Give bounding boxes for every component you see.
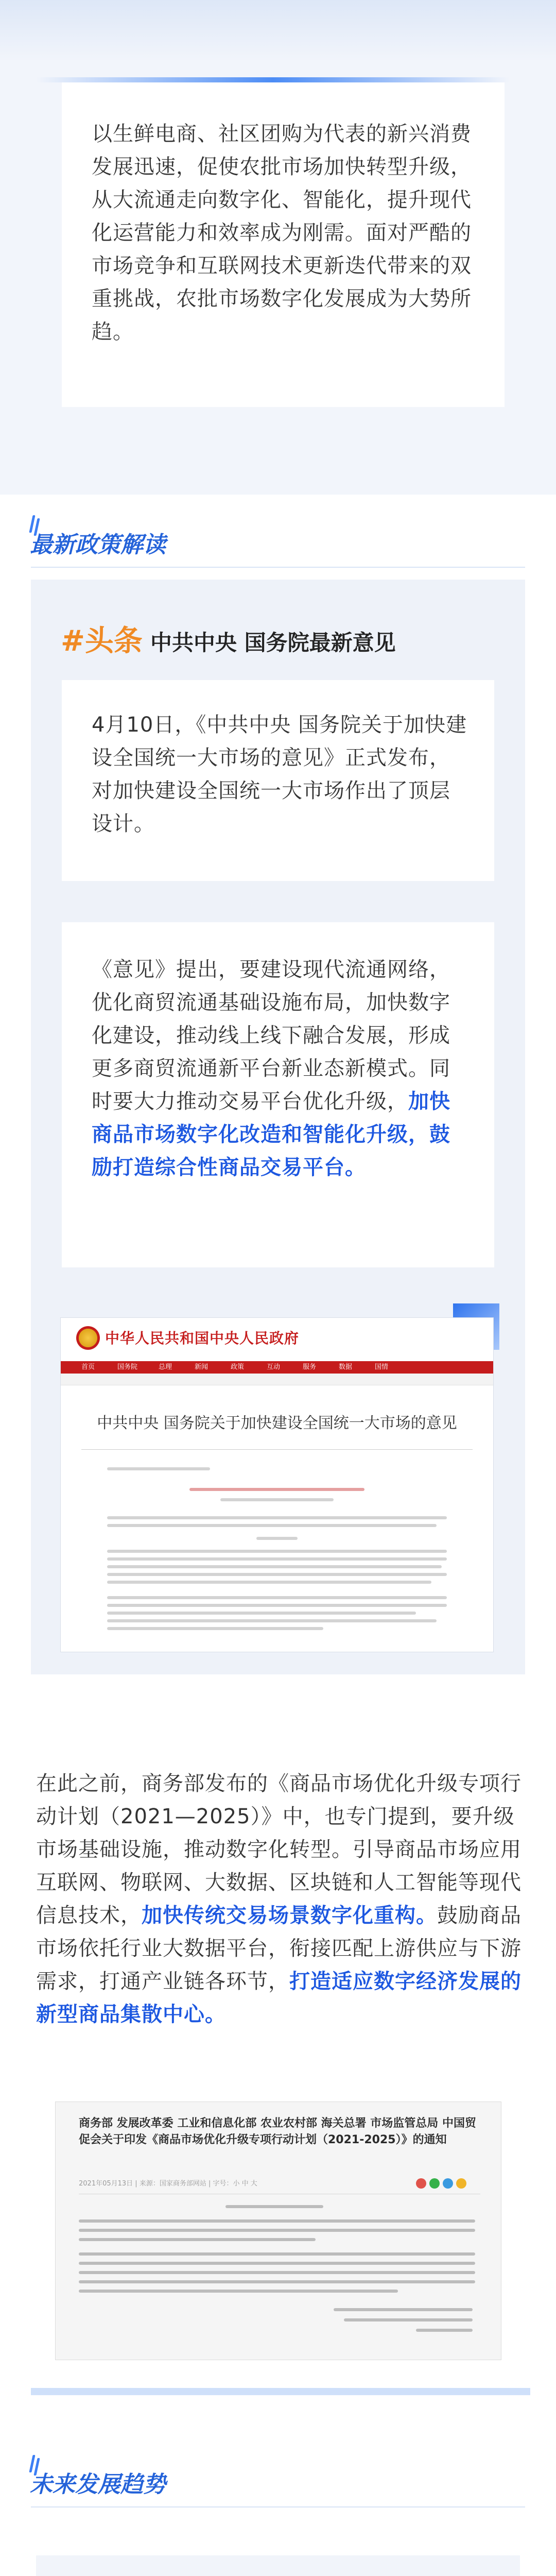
doc-text-line <box>225 2205 323 2208</box>
doc-text-line <box>107 1524 437 1527</box>
policy-card-2-text <box>92 953 467 1184</box>
action-plan-text-2: 鼓励商品市场依托行业大数据平台，衔接匹配上游供应与下游需求，打通产业链各环节， <box>36 1904 522 1993</box>
action-plan-text-1: 在此之前，商务部发布的《商品市场优化升级专项行动计划（2021—2025）》中，也专门提到，要升级市场基础设施，推动数字化转型。引导商品市场应用互联网、物联网、大数据、区块链和人工智能等现代信息技术， <box>36 1772 522 1927</box>
intro-top-gradient <box>0 0 556 62</box>
doc-text-line <box>107 1596 447 1599</box>
section-title-future: 未来发展趋势 <box>30 2471 166 2498</box>
notice-meta: 2021年05月13日 | 来源：国家商务部网站 | 字号：小 中 大 <box>79 2180 257 2188</box>
doc-text-line <box>79 2280 475 2283</box>
mofcom-notice-screenshot <box>56 2102 501 2360</box>
doc-text-line <box>416 2329 473 2332</box>
doc-text-line <box>107 1557 447 1561</box>
doc-text-line <box>79 2252 475 2256</box>
future-section-background <box>36 2555 520 2576</box>
action-plan-paragraph <box>36 1767 523 2031</box>
gov-nav-item: 新闻 <box>195 1363 208 1371</box>
doc-text-line <box>107 1604 447 1607</box>
doc-text-line <box>189 1488 364 1491</box>
doc-text-line <box>107 1565 442 1568</box>
doc-breadcrumb-bar <box>61 1374 493 1385</box>
section-separator-band <box>31 2388 530 2395</box>
doc-text-line <box>79 2271 475 2274</box>
notice-title: 商务部 发展改革委 工业和信息化部 农业农村部 海关总署 市场监管总局 中国贸促会关于印发《商品市场优化升级专项行动计划（2021-2025）》的通知 <box>79 2117 476 2146</box>
gov-nav-item: 总理 <box>159 1363 172 1371</box>
action-plan-highlight-2: 打造适应数字经济发展的新型商品集散中心。 <box>36 1970 522 2026</box>
doc-text-line <box>334 2308 473 2311</box>
gov-nav-item: 政策 <box>231 1363 245 1371</box>
doc-text-line <box>256 1537 298 1540</box>
gov-site-name: 中华人民共和国中央人民政府 <box>105 1330 300 1347</box>
policy-card-2-highlight: 加快商品市场数字化改造和智能化升级，鼓励打造综合性商品交易平台。 <box>92 1090 450 1179</box>
gov-nav-item: 数据 <box>339 1363 353 1371</box>
share-icons <box>416 2178 478 2189</box>
section-divider <box>31 2506 525 2507</box>
weibo-share-icon <box>416 2178 426 2189</box>
doc-text-line <box>107 1581 431 1584</box>
wechat-share-icon <box>429 2178 440 2189</box>
doc-text-line <box>107 1516 447 1519</box>
gov-nav-item: 国务院 <box>117 1363 138 1371</box>
action-plan-highlight-1: 加快传统交易场景数字化重构。 <box>142 1904 437 1927</box>
policy-card-2-plain: 《意见》提出，要建设现代流通网络，优化商贸流通基础设施布局，加快数字化建设，推动线上线下融合发展，形成更多商贸流通新平台新业态新模式。同时要大力推动交易平台优化升级， <box>92 958 450 1113</box>
doc-text-line <box>107 1619 437 1622</box>
national-emblem-icon <box>76 1326 100 1350</box>
doc-text-line <box>107 1627 323 1630</box>
headline-subtitle: 中共中央 国务院最新意见 <box>150 630 396 655</box>
gov-nav-item: 服务 <box>303 1363 317 1371</box>
doc-title: 中共中央 国务院关于加快建设全国统一大市场的意见 <box>97 1414 457 1432</box>
gov-nav-item: 互动 <box>267 1363 281 1371</box>
doc-text-line <box>79 2238 316 2241</box>
intro-paragraph: 以生鲜电商、社区团购为代表的新兴消费发展迅速，促使农批市场加快转型升级，从大流通走向数字化、智能化，提升现代化运营能力和效率成为刚需。面对严酷的市场竞争和互联网技术更新迭代带来的双重挑战，农批市场数字化发展成为大势所趋。 <box>92 122 472 344</box>
doc-text-line <box>344 2318 473 2321</box>
doc-text-line <box>220 1498 334 1501</box>
doc-text-line <box>79 2262 475 2265</box>
qzone-share-icon <box>456 2178 466 2189</box>
gov-nav-item: 首页 <box>81 1363 95 1371</box>
headline-tag <box>61 623 143 659</box>
doc-text-line <box>107 1467 210 1470</box>
doc-text-line <box>79 2290 398 2293</box>
doc-text-line <box>79 2219 475 2223</box>
section-title-policy: 最新政策解读 <box>30 532 166 558</box>
qq-share-icon <box>443 2178 453 2189</box>
doc-text-line <box>107 1612 416 1615</box>
doc-text-line <box>107 1573 447 1576</box>
section-divider <box>31 567 525 568</box>
gov-document-screenshot <box>61 1318 493 1652</box>
doc-text-line <box>107 1550 447 1553</box>
headline-tag-label: #头条 <box>61 624 143 658</box>
gov-nav-item: 国情 <box>375 1363 389 1371</box>
doc-text-line <box>79 2229 475 2232</box>
doc-divider <box>81 1449 473 1450</box>
policy-card-1-text: 4月10日，《中共中央 国务院关于加快建设全国统一大市场的意见》正式发布，对加快建设全国统一大市场作出了顶层设计。 <box>92 713 467 836</box>
intro-accent-line <box>36 77 510 82</box>
